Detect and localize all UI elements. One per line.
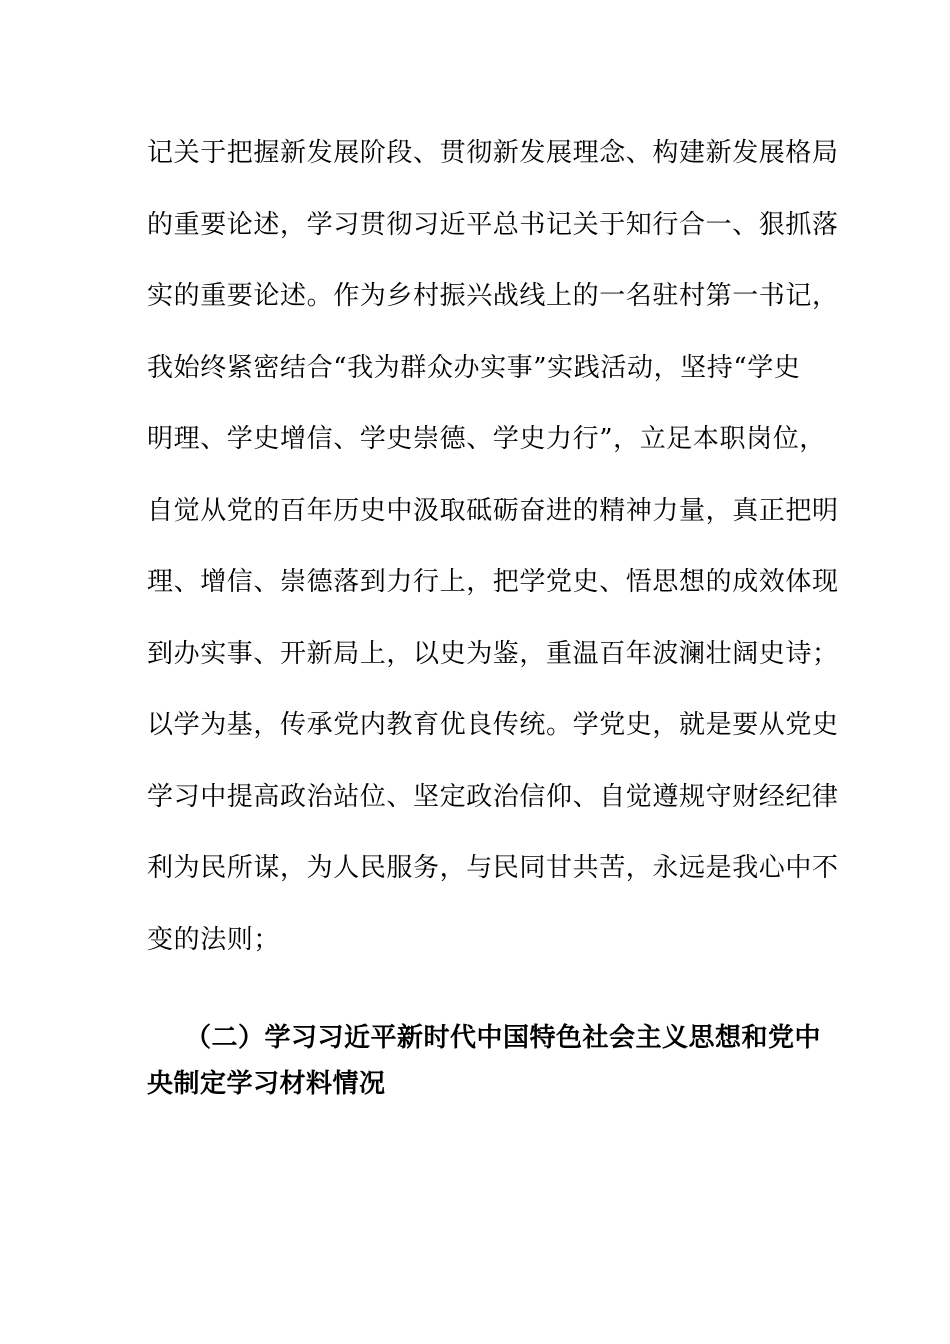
section-heading-line-2: 央制定学习材料情况 bbox=[147, 1069, 386, 1099]
body-line: 变的法则； bbox=[147, 924, 281, 955]
body-line: 实的重要论述。作为乡村振兴战线上的一名驻村第一书记， bbox=[147, 281, 839, 311]
body-line: 我始终紧密结合“我为群众办实事”实践活动，坚持“学史 bbox=[147, 352, 801, 383]
section-heading bbox=[147, 1015, 837, 1107]
body-line: 记关于把握新发展阶段、贯彻新发展理念、构建新发展格局 bbox=[147, 138, 839, 168]
body-line: 明理、学史增信、学史崇德、学史力行”，立足本职岗位， bbox=[147, 424, 826, 454]
section-heading-line-1: （二）学习习近平新时代中国特色社会主义思想和党中 bbox=[185, 1023, 822, 1053]
body-line: 到办实事、开新局上，以史为鉴，重温百年波澜壮阔史诗； bbox=[147, 638, 839, 669]
body-line: 利为民所谋，为人民服务，与民同甘共苦，永远是我心中不 bbox=[147, 853, 839, 883]
body-paragraph bbox=[147, 128, 839, 986]
body-line: 理、增信、崇德落到力行上，把学党史、悟思想的成效体现 bbox=[147, 567, 839, 597]
body-line: 的重要论述，学习贯彻习近平总书记关于知行合一、狠抓落 bbox=[147, 209, 839, 240]
body-line: 学习中提高政治站位、坚定政治信仰、自觉遵规守财经纪律 bbox=[147, 781, 839, 812]
body-line: 自觉从党的百年历史中汲取砥砺奋进的精神力量，真正把明 bbox=[147, 495, 839, 526]
body-line: 以学为基，传承党内教育优良传统。学党史，就是要从党史 bbox=[147, 710, 839, 740]
